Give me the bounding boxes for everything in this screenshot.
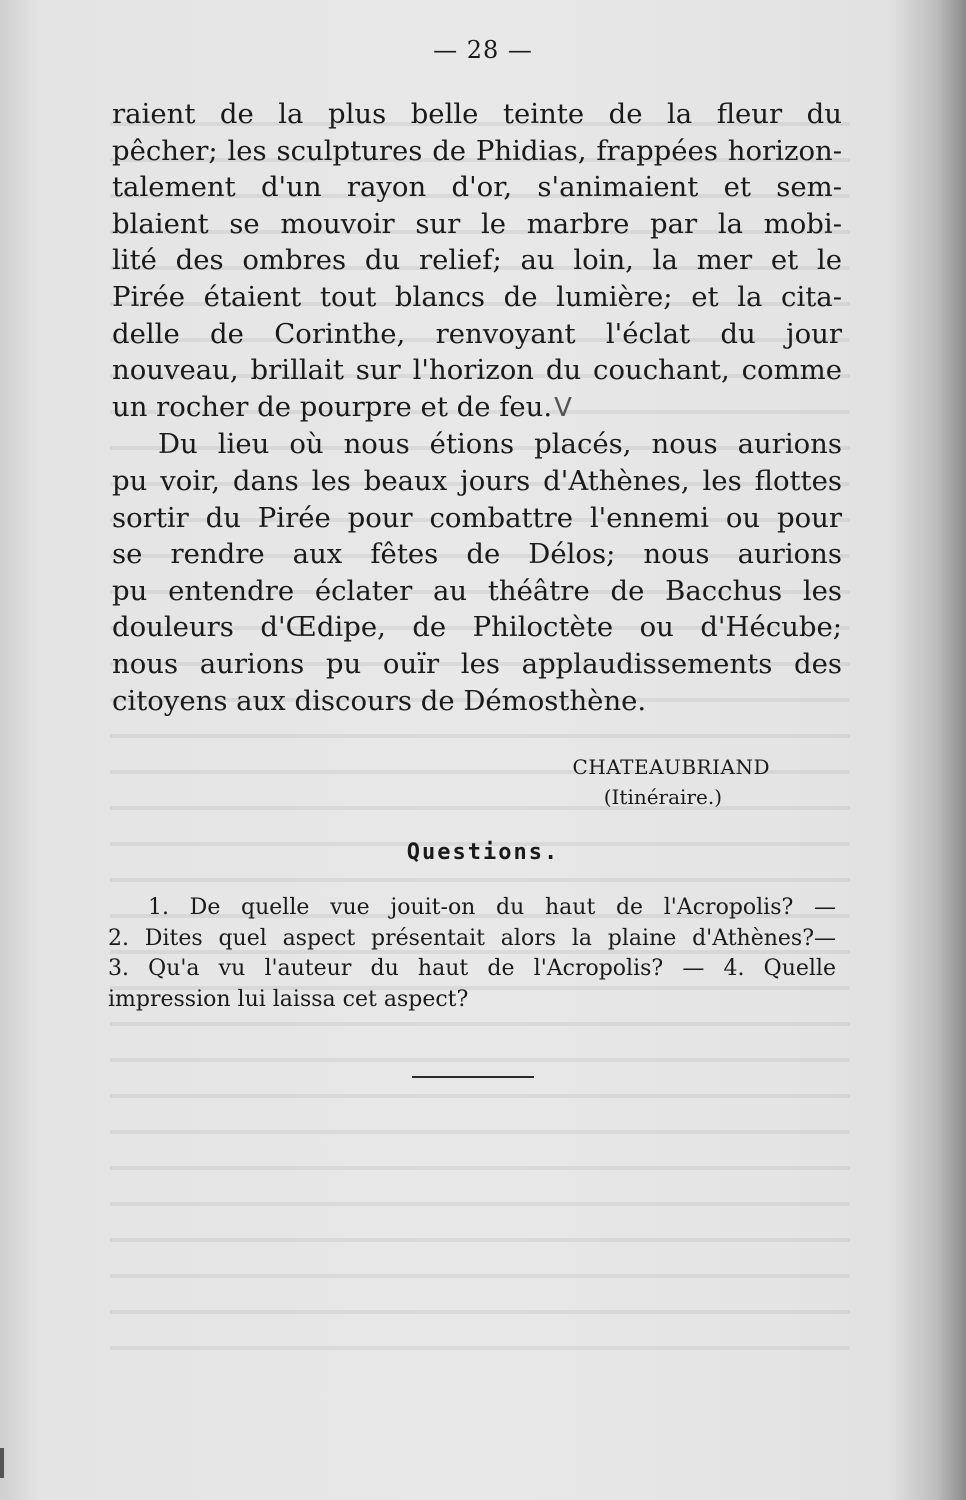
page-number: — 28 —: [433, 36, 533, 64]
text-line: raient de la plus belle teinte de la fleur du: [112, 98, 842, 130]
text-line: blaient se mouvoir sur le marbre par la mobi-: [112, 207, 842, 240]
paragraph-2: [112, 426, 842, 719]
text-line: pêcher; les sculptures de Phidias, frappées horizon-: [112, 134, 842, 167]
text-line: pu entendre éclater au théâtre de Bacchus les: [112, 574, 842, 607]
attribution: [573, 752, 770, 812]
source-title: (Itinéraire.): [603, 785, 722, 809]
paragraph-1: [112, 96, 842, 426]
questions-heading: Questions.: [406, 840, 560, 865]
text-line: talement d'un rayon d'or, s'animaient et sem-: [112, 171, 842, 204]
text-line: lité des ombres du relief; au loin, la mer et le: [112, 244, 842, 277]
text-line: nous aurions pu ouïr les applaudissements des: [112, 647, 842, 680]
question-line: 3. Qu'a vu l'auteur du haut de l'Acropolis? — 4. Quelle: [108, 956, 836, 981]
text-line: nouveau, brillait sur l'horizon du couchant, comme: [112, 354, 842, 387]
text-line: Du lieu où nous étions placés, nous aurions: [158, 428, 842, 461]
text-line: citoyens aux discours de Démosthène.: [112, 684, 647, 717]
question-line: impression lui laissa cet aspect?: [108, 986, 469, 1012]
text-line: delle de Corinthe, renvoyant l'éclat du jour: [112, 317, 842, 350]
page-edge-mark: [0, 1448, 4, 1478]
passage-text: [112, 96, 842, 719]
text-line: se rendre aux fêtes de Délos; nous aurions: [112, 538, 842, 571]
text-line: pu voir, dans les beaux jours d'Athènes, les flottes: [112, 464, 842, 497]
section-divider: [412, 1076, 534, 1078]
question-line: 2. Dites quel aspect présentait alors la plaine d'Athènes?—: [108, 925, 836, 951]
question-line: 1. De quelle vue jouit-on du haut de l'Acropolis? —: [148, 895, 836, 920]
text-line-last: [112, 389, 842, 427]
questions-list: [108, 893, 836, 1015]
text-line: douleurs d'Œdipe, de Philoctète ou d'Hécube;: [112, 611, 842, 644]
text-line: sortir du Pirée pour combattre l'ennemi ou pour: [112, 501, 842, 534]
text-line: Pirée étaient tout blancs de lumière; et la cita-: [112, 280, 842, 313]
text-line-content: un rocher de pourpre et de feu.: [112, 390, 553, 423]
check-mark-icon: V: [554, 392, 572, 423]
author-name: CHATEAUBRIAND: [572, 755, 770, 779]
